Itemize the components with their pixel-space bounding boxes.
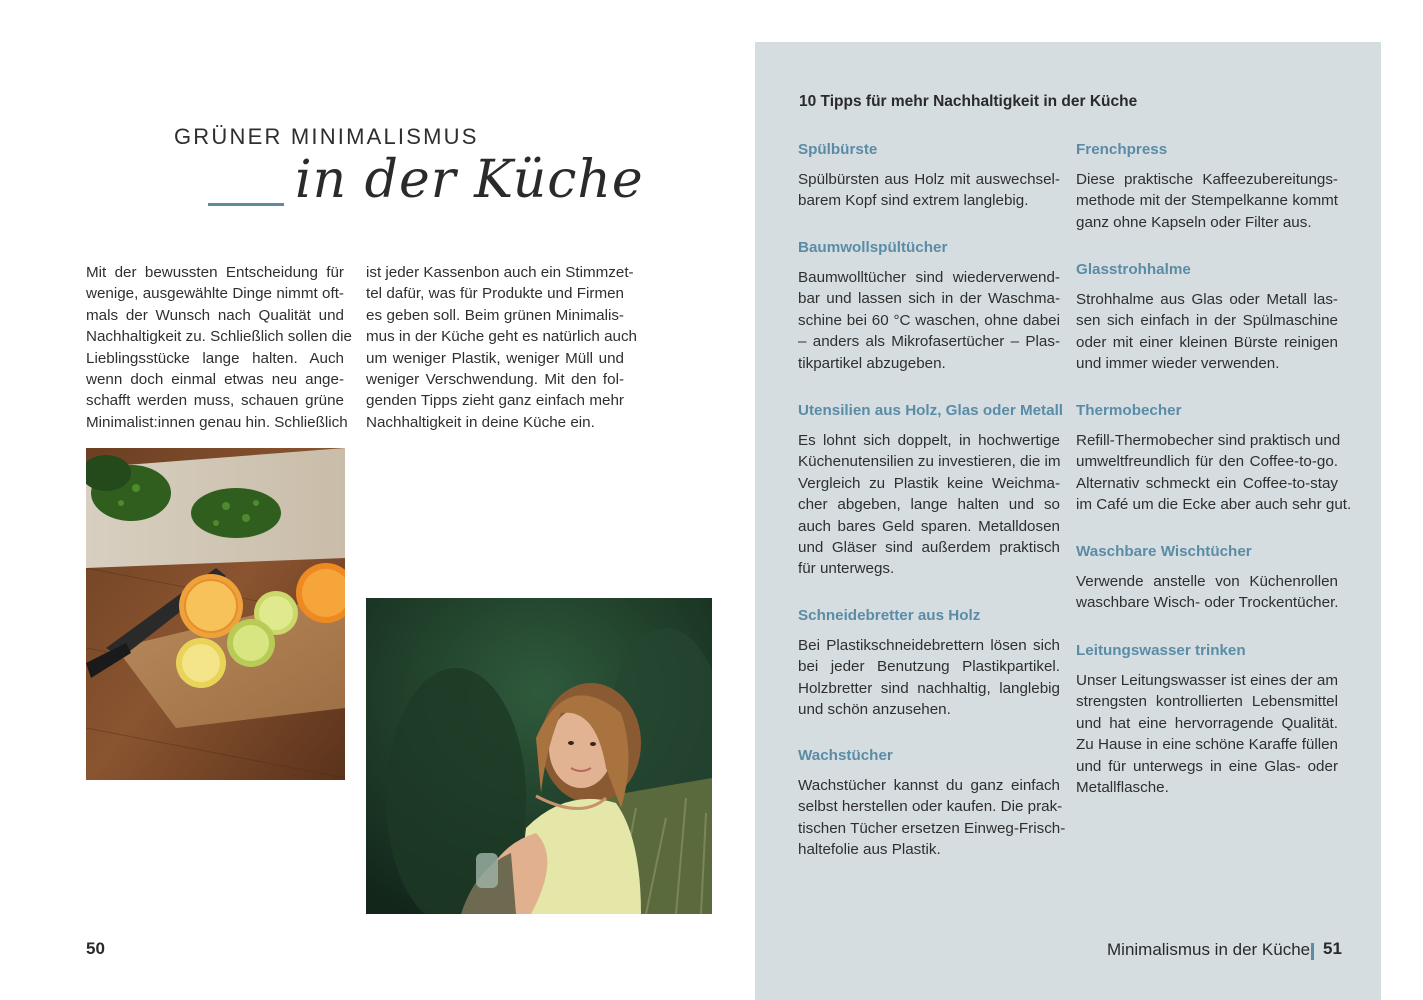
text-line: tischen Tücher ersetzen Einweg-Frisch- bbox=[798, 819, 1066, 837]
portrait-photo bbox=[366, 598, 712, 914]
text-line: und hat eine hervorragende Qualität. bbox=[1076, 714, 1338, 732]
text-line: auch bares Geld sparen. Metalldosen bbox=[798, 517, 1060, 535]
text-line: Metallflasche. bbox=[1076, 779, 1169, 797]
tip-text bbox=[1076, 670, 1338, 798]
text-line: Vergleich zu Plastik keine Weichma- bbox=[798, 474, 1060, 492]
text-line: und immer wieder verwenden. bbox=[1076, 355, 1280, 373]
text-line: Alternativ schmeckt ein Coffee-to-stay bbox=[1076, 474, 1338, 492]
text-line: Holzbretter sind nachhaltig, langlebig bbox=[798, 679, 1060, 697]
kitchen-photo bbox=[86, 448, 345, 780]
text-line: bei jeder Benutzung Plastikpartikel. bbox=[798, 658, 1060, 676]
text-line: umweltfreundlich für den Coffee-to-go. bbox=[1076, 453, 1338, 471]
text-line: im Café um die Ecke aber auch sehr gut. bbox=[1076, 496, 1352, 514]
text-line: Minimalist:innen genau hin. Schließlich bbox=[86, 413, 348, 431]
text-line: selbst herstellen oder kaufen. Die prak- bbox=[798, 798, 1063, 816]
text-line: Nachhaltigkeit zu. Schließlich sollen die bbox=[86, 328, 352, 346]
tip-title: Utensilien aus Holz, Glas oder Metall bbox=[798, 402, 1064, 419]
footer-chapter-title: Minimalismus in der Küche bbox=[1107, 940, 1311, 959]
tip-text bbox=[798, 775, 1066, 861]
tip-title: Frenchpress bbox=[1076, 141, 1168, 158]
text-line: methode mit der Stempelkanne kommt bbox=[1076, 192, 1338, 210]
text-line: für unterwegs. bbox=[798, 560, 895, 578]
text-line: haltefolie aus Plastik. bbox=[798, 841, 941, 859]
text-line: Zu Hause in eine schöne Karaffe füllen bbox=[1076, 736, 1338, 754]
text-line: bar und lassen sich in der Waschma- bbox=[798, 290, 1060, 308]
text-line: und schön anzusehen. bbox=[798, 701, 951, 719]
text-line: Mit der bewussten Entscheidung für bbox=[86, 264, 344, 281]
footer-separator bbox=[1311, 943, 1314, 960]
tip-text bbox=[798, 430, 1060, 580]
tip-title: Schneidebretter aus Holz bbox=[798, 607, 981, 624]
text-line: Spülbürsten aus Holz mit auswechsel- bbox=[798, 171, 1060, 188]
intro-column-left bbox=[86, 262, 352, 433]
text-line: Wachstücher kannst du ganz einfach bbox=[798, 777, 1060, 794]
text-line: tikpartikel abzugeben. bbox=[798, 354, 946, 372]
text-line: es geben soll. Beim grünen Minimalis- bbox=[366, 306, 624, 324]
text-line: sen sich einfach in der Spülmaschine bbox=[1076, 312, 1338, 330]
text-line: ganz ohne Kapseln oder Filter aus. bbox=[1076, 213, 1312, 231]
tip-text bbox=[798, 635, 1060, 721]
tip-title: Spülbürste bbox=[798, 141, 878, 158]
tip-title: Baumwollspültücher bbox=[798, 239, 948, 256]
tip-text bbox=[1076, 430, 1352, 516]
tip-title: Wachstücher bbox=[798, 747, 893, 764]
tip-text bbox=[1076, 571, 1338, 614]
chapter-subtitle-script: in der Küche bbox=[295, 150, 644, 210]
text-line: tel dafür, was für Produkte und Firmen bbox=[366, 285, 624, 303]
chapter-title: GRÜNER MINIMALISMUS bbox=[174, 124, 479, 149]
tip-title: Leitungswasser trinken bbox=[1076, 642, 1246, 659]
text-line: Bei Plastikschneidebrettern lösen sich bbox=[798, 637, 1060, 654]
text-line: schafft werden muss, schauen grüne bbox=[86, 392, 344, 410]
tips-heading: 10 Tipps für mehr Nachhaltigkeit in der Küche bbox=[799, 93, 1138, 110]
tip-text bbox=[798, 169, 1060, 212]
text-line: mals der Wunsch nach Qualität und bbox=[86, 306, 344, 324]
text-line: ist jeder Kassenbon auch ein Stimmzet- bbox=[366, 264, 634, 281]
text-line: um weniger Plastik, weniger Müll und bbox=[366, 349, 624, 367]
text-line: und für unterwegs in eine Glas- oder bbox=[1076, 757, 1338, 775]
text-line: mus in der Küche geht es natürlich auch bbox=[366, 328, 638, 346]
page-number-right: 51 bbox=[1323, 939, 1342, 958]
tip-title: Thermobecher bbox=[1076, 402, 1182, 419]
text-line: schine bei 60 °C waschen, ohne dabei bbox=[798, 311, 1060, 329]
text-line: Strohhalme aus Glas oder Metall las- bbox=[1076, 291, 1338, 308]
tip-text bbox=[1076, 289, 1338, 375]
text-line: Nachhaltigkeit in deine Küche ein. bbox=[366, 413, 595, 431]
text-line: Diese praktische Kaffeezubereitungs- bbox=[1076, 171, 1338, 188]
text-line: Refill-Thermobecher sind praktisch und bbox=[1076, 432, 1341, 449]
intro-column-right bbox=[366, 262, 638, 433]
text-line: Es lohnt sich doppelt, in hochwertige bbox=[798, 432, 1060, 449]
text-line: Verwende anstelle von Küchenrollen bbox=[1076, 573, 1338, 590]
title-accent-rule bbox=[208, 203, 284, 206]
text-line: Unser Leitungswasser ist eines der am bbox=[1076, 672, 1338, 689]
tip-text bbox=[798, 267, 1060, 374]
text-line: wenige, ausgewählte Dinge nimmt oft- bbox=[86, 285, 344, 303]
text-line: und Gläser sind außerdem praktisch bbox=[798, 539, 1060, 557]
text-line: oder mit einer kleinen Bürste reinigen bbox=[1076, 333, 1338, 351]
tip-title: Glasstrohhalme bbox=[1076, 261, 1191, 278]
text-line: Küchenutensilien zu investieren, die im bbox=[798, 453, 1061, 471]
text-line: waschbare Wisch- oder Trockentücher. bbox=[1076, 594, 1339, 612]
text-line: cher abgeben, lange halten und so bbox=[798, 496, 1060, 514]
text-line: weniger Verschwendung. Mit den fol- bbox=[366, 371, 624, 389]
text-line: wenn doch einmal etwas neu ange- bbox=[86, 371, 344, 389]
text-line: barem Kopf sind extrem langlebig. bbox=[798, 192, 1029, 210]
text-line: genden Tipps zieht ganz einfach mehr bbox=[366, 392, 624, 410]
text-line: – anders als Mikrofasertücher – Plas- bbox=[798, 333, 1060, 351]
tip-title: Waschbare Wischtücher bbox=[1076, 543, 1252, 560]
text-line: Baumwolltücher sind wiederverwend- bbox=[798, 269, 1060, 286]
tip-text bbox=[1076, 169, 1338, 233]
text-line: Lieblingsstücke lange halten. Auch bbox=[86, 349, 344, 367]
text-line: strengsten kontrollierten Lebensmittel bbox=[1076, 693, 1338, 711]
page-number-left: 50 bbox=[86, 939, 105, 958]
